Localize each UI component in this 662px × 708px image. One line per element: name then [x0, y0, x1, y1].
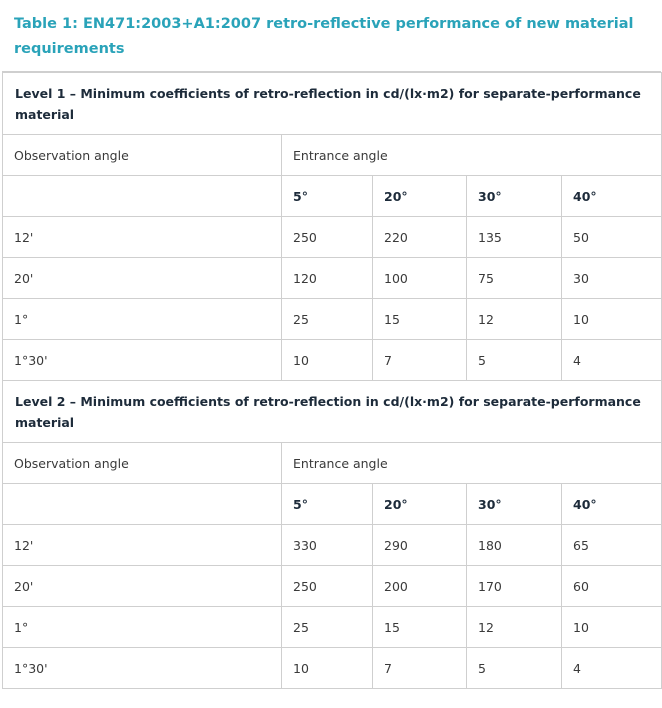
- value-cell: 75: [467, 258, 562, 299]
- value-cell: 5: [467, 340, 562, 381]
- entrance-angle-cell: 20°: [373, 484, 467, 525]
- empty-cell: [3, 484, 282, 525]
- value-cell: 330: [282, 525, 373, 566]
- value-cell: 250: [282, 566, 373, 607]
- table-body: [3, 73, 662, 689]
- table-row: [3, 299, 662, 340]
- table-row: [3, 566, 662, 607]
- value-cell: 12: [467, 299, 562, 340]
- table-row: [3, 607, 662, 648]
- observation-angle-cell: 12': [3, 525, 282, 566]
- value-cell: 7: [373, 340, 467, 381]
- observation-angle-cell: 1°: [3, 299, 282, 340]
- level-1-angle-row: [3, 176, 662, 217]
- value-cell: 7: [373, 648, 467, 689]
- observation-angle-cell: 20': [3, 258, 282, 299]
- table-row: [3, 525, 662, 566]
- value-cell: 120: [282, 258, 373, 299]
- table-container: [2, 0, 661, 689]
- value-cell: 15: [373, 607, 467, 648]
- entrance-angle-cell: 40°: [562, 484, 662, 525]
- value-cell: 4: [562, 648, 662, 689]
- value-cell: 4: [562, 340, 662, 381]
- entrance-angle-cell: 5°: [282, 176, 373, 217]
- level-2-title-row: [3, 381, 662, 443]
- table-row: [3, 258, 662, 299]
- value-cell: 290: [373, 525, 467, 566]
- level-1-title-row: [3, 73, 662, 135]
- value-cell: 50: [562, 217, 662, 258]
- value-cell: 100: [373, 258, 467, 299]
- observation-angle-cell: 1°30': [3, 340, 282, 381]
- value-cell: 15: [373, 299, 467, 340]
- table-caption: Table 1: EN471:2003+A1:2007 retro-reflective performance of new material requirements: [2, 0, 661, 72]
- table-row: [3, 217, 662, 258]
- value-cell: 12: [467, 607, 562, 648]
- value-cell: 30: [562, 258, 662, 299]
- level-1-header-row: [3, 135, 662, 176]
- value-cell: 10: [562, 607, 662, 648]
- value-cell: 25: [282, 299, 373, 340]
- entrance-angle-cell: 30°: [467, 484, 562, 525]
- entrance-angle-cell: 30°: [467, 176, 562, 217]
- entrance-angle-cell: 5°: [282, 484, 373, 525]
- level-2-angle-row: [3, 484, 662, 525]
- table-row: [3, 340, 662, 381]
- empty-cell: [3, 176, 282, 217]
- value-cell: 10: [562, 299, 662, 340]
- observation-angle-cell: 12': [3, 217, 282, 258]
- observation-angle-cell: 1°: [3, 607, 282, 648]
- value-cell: 220: [373, 217, 467, 258]
- level-title: Level 2 – Minimum coefficients of retro-reflection in cd/(lx·m2) for separate-performance material: [3, 381, 662, 443]
- value-cell: 25: [282, 607, 373, 648]
- observation-angle-header: Observation angle: [3, 135, 282, 176]
- value-cell: 10: [282, 340, 373, 381]
- retro-reflection-table: [2, 72, 662, 689]
- entrance-angle-cell: 40°: [562, 176, 662, 217]
- value-cell: 135: [467, 217, 562, 258]
- level-title: Level 1 – Minimum coefficients of retro-reflection in cd/(lx·m2) for separate-performance material: [3, 73, 662, 135]
- value-cell: 250: [282, 217, 373, 258]
- value-cell: 170: [467, 566, 562, 607]
- value-cell: 10: [282, 648, 373, 689]
- value-cell: 5: [467, 648, 562, 689]
- level-2-header-row: [3, 443, 662, 484]
- entrance-angle-cell: 20°: [373, 176, 467, 217]
- observation-angle-cell: 20': [3, 566, 282, 607]
- value-cell: 180: [467, 525, 562, 566]
- table-row: [3, 648, 662, 689]
- value-cell: 60: [562, 566, 662, 607]
- entrance-angle-header: Entrance angle: [282, 135, 662, 176]
- observation-angle-cell: 1°30': [3, 648, 282, 689]
- entrance-angle-header: Entrance angle: [282, 443, 662, 484]
- value-cell: 65: [562, 525, 662, 566]
- observation-angle-header: Observation angle: [3, 443, 282, 484]
- value-cell: 200: [373, 566, 467, 607]
